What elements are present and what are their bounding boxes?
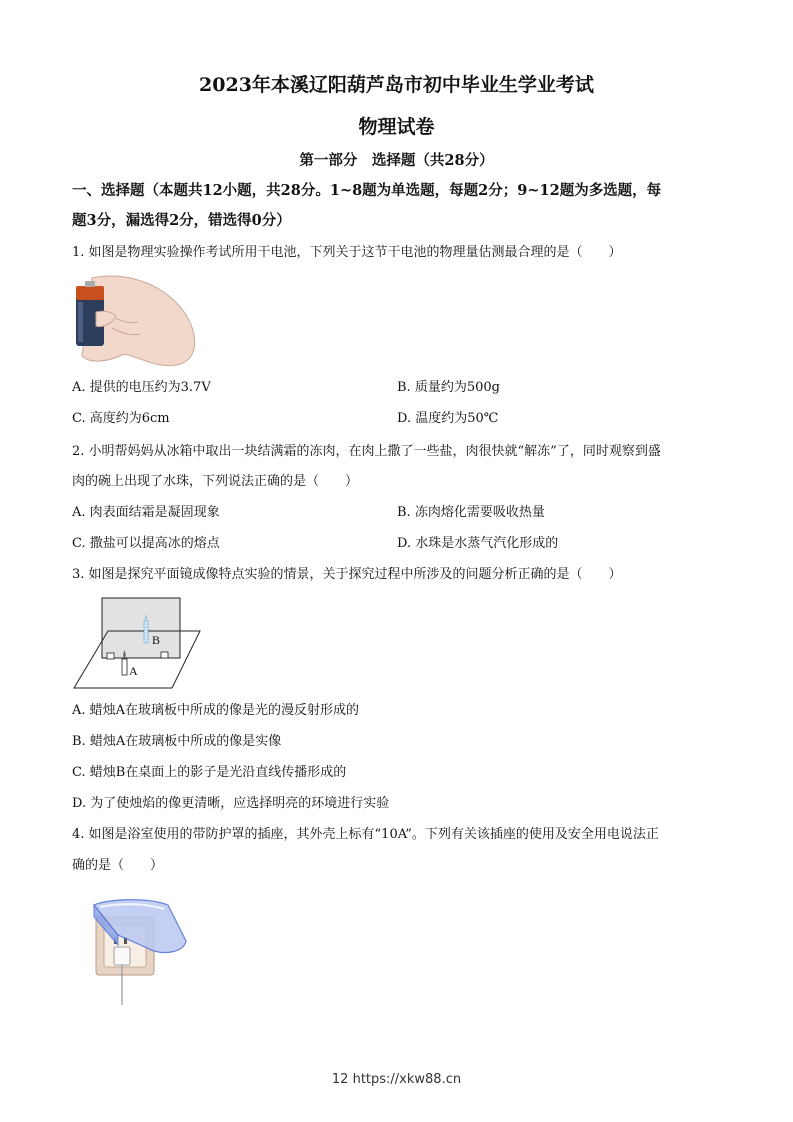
question-4-stem-line1: 4. 如图是浴室使用的带防护罩的插座，其外壳上标有“10A”。下列有关该插座的使用及安全用电说法正 [72,827,659,842]
section-heading-line1: 一、选择题（本题共12小题，共28分。1~8题为单选题，每题2分；9~12题为多选题，每 [72,182,662,199]
question-2-option-b: B. 冻肉熔化需要吸收热量 [397,505,545,520]
bathroom-socket-figure [88,897,188,1011]
exam-subtitle: 物理试卷 [358,116,435,138]
section-heading-line2: 题3分，漏选得2分，错选得0分） [72,212,291,229]
exam-title: 2023年本溪辽阳葫芦岛市初中毕业生学业考试 [199,74,594,96]
question-3-option-d: D. 为了使烛焰的像更清晰，应选择明亮的环境进行实验 [72,796,390,811]
question-2-stem-line2: 肉的碗上出现了水珠，下列说法正确的是（ ） [72,474,359,489]
battery-in-hand-figure [72,272,204,374]
candle-b-label: B [152,633,161,647]
question-2-stem-line1: 2. 小明帮妈妈从冰箱中取出一块结满霜的冻肉，在肉上撒了一些盐，肉很快就“解冻”了，同时观察到盛 [72,444,661,459]
question-3-option-b: B. 蜡烛A在玻璃板中所成的像是实像 [72,734,282,749]
plane-mirror-figure [72,595,206,695]
question-1-option-d: D. 温度约为50℃ [397,411,499,426]
question-3-stem: 3. 如图是探究平面镜成像特点实验的情景，关于探究过程中所涉及的问题分析正确的是（ ） [72,567,622,582]
page-footer: 12 https://xkw88.cn [331,1072,462,1087]
question-2-option-c: C. 撒盐可以提高冰的熔点 [72,536,220,551]
question-4-stem-line2: 确的是（ ） [72,858,164,873]
question-1-stem: 1. 如图是物理实验操作考试所用干电池，下列关于这节干电池的物理量估测最合理的是（ ） [72,245,622,260]
question-2-option-d: D. 水珠是水蒸气汽化形成的 [397,536,559,551]
question-1-option-c: C. 高度约为6cm [72,411,170,426]
part-heading: 第一部分 选择题（共28分） [299,152,494,169]
question-3-option-a: A. 蜡烛A在玻璃板中所成的像是光的漫反射形成的 [72,703,360,718]
candle-a-label: A [129,664,138,678]
question-1-option-a: A. 提供的电压约为3.7V [72,380,211,395]
question-2-option-a: A. 肉表面结霜是凝固现象 [72,505,220,520]
question-3-option-c: C. 蜡烛B在桌面上的影子是光沿直线传播形成的 [72,765,347,780]
question-1-option-b: B. 质量约为500g [397,380,500,395]
